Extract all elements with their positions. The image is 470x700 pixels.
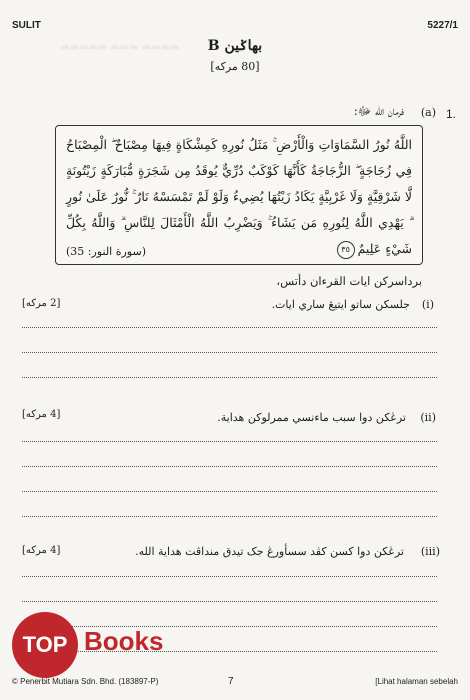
bleed-through-text: ▬▬▬▬▬ ▬▬▬ ▬▬▬▬ xyxy=(60,42,180,53)
marks-ii: [4 مركه] xyxy=(22,409,61,420)
answer-line[interactable] xyxy=(22,352,437,353)
logo-badge: TOP xyxy=(12,612,78,678)
header-paper-code: 5227/1 xyxy=(427,20,458,31)
question-instruction: برداسركن ايات القرءان دأتس، xyxy=(276,274,422,288)
verse-text: اللَّهُ نُورُ السَّمَاوَاتِ وَالْأَرْضِ ۚ مَثَلُ نُورِهِ كَمِشْكَاةٍ فِيهَا مِصْبَاحٌ ۖ الْمِصْبَاحُ فِي زُجَاجَةٍ ۖ الزُّجَاجَةُ كَأَنَّهَا كَوْكَبٌ دُرِّيٌّ يُوقَدُ مِن شَجَرَةٍ مُّبَارَكَةٍ زَيْتُونَةٍ لَّا شَرْقِيَّةٍ وَلَا غَرْبِيَّةٍ يَكَادُ زَيْتُهَا يُضِيءُ وَلَوْ لَمْ تَمْسَسْهُ نَارٌ ۚ نُّورٌ عَلَىٰ نُورٍ ۗ يَهْدِي اللَّهُ لِنُورِهِ مَن يَشَاءُ ۚ وَيَضْرِبُ اللَّهُ الْأَمْثَالَ لِلنَّاسِ ۗ وَاللَّهُ بِكُلِّ شَيْءٍ عَلِيمٌ xyxy=(66,137,412,256)
section-title: بهاݢين B xyxy=(207,38,263,54)
answer-line[interactable] xyxy=(22,491,437,492)
question-part-label: (a) xyxy=(420,106,436,119)
footer-page-number: 7 xyxy=(228,676,234,687)
header-sulit: SULIT xyxy=(12,20,41,31)
verse-box xyxy=(55,125,423,265)
quran-verse xyxy=(66,132,412,262)
section-total-marks: [80 مركه] xyxy=(210,60,260,73)
answer-line[interactable] xyxy=(22,466,437,467)
answer-line[interactable] xyxy=(22,576,437,577)
question-intro: فرمان الله ﷻ: xyxy=(353,104,404,118)
answer-line[interactable] xyxy=(22,441,437,442)
answer-line[interactable] xyxy=(22,516,437,517)
marks-i: [2 مركه] xyxy=(22,298,61,309)
subquestion-i-text: جلسكن ساتو ايتيڠ ساري ايات. xyxy=(271,298,410,311)
verse-end-marker: ٣٥ xyxy=(337,241,355,259)
answer-line[interactable] xyxy=(22,327,437,328)
subquestion-i-label: (i) xyxy=(421,298,434,311)
answer-line[interactable] xyxy=(22,601,437,602)
answer-line[interactable] xyxy=(22,377,437,378)
logo-text: Books xyxy=(84,626,164,656)
subquestion-iii-text: ترڠكن دوا كسن كڤد سسأورڠ جک تيدق منداڤت هداية الله. xyxy=(135,545,404,558)
marks-iii: [4 مركه] xyxy=(22,545,61,556)
verse-reference: (سورة النور: 35) xyxy=(66,245,146,258)
footer-publisher: © Penerbit Mutiara Sdn. Bhd. (183897-P) xyxy=(12,677,159,686)
topbooks-logo xyxy=(12,612,187,678)
subquestion-ii-text: ترڠكن دوا سبب ماءنسي ممرلوكن هداية. xyxy=(217,411,406,424)
footer-next-page: [Lihat halaman sebelah xyxy=(375,677,458,686)
subquestion-ii-label: (ii) xyxy=(420,411,436,424)
subquestion-iii-label: (iii) xyxy=(420,545,440,558)
question-number: 1. xyxy=(445,107,456,121)
